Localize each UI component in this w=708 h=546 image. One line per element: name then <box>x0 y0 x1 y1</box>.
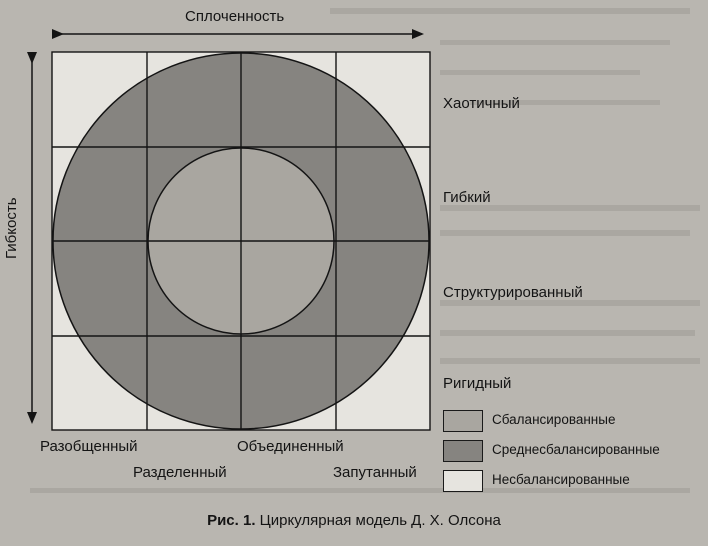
cohesion-axis-label: Сплоченность <box>185 8 285 25</box>
figure-caption <box>0 512 708 529</box>
legend-label-unbalanced: Несбалансированные <box>492 472 630 487</box>
legend-label-mid-range: Среднесбалансированные <box>492 442 660 457</box>
column-label-separated: Разделенный <box>133 464 227 481</box>
column-label-connected: Объединенный <box>237 438 344 455</box>
row-label-structured: Структурированный <box>443 284 583 301</box>
caption-prefix: Рис. 1. <box>207 512 256 529</box>
row-label-rigid: Ригидный <box>443 375 512 392</box>
column-label-enmeshed: Запутанный <box>333 464 417 481</box>
legend-swatch-mid-range <box>443 440 483 462</box>
row-label-chaotic: Хаотичный <box>443 95 520 112</box>
legend-label-balanced: Сбалансированные <box>492 412 616 427</box>
legend-swatch-unbalanced <box>443 470 483 492</box>
flexibility-axis-label: Гибкость <box>3 194 20 262</box>
column-label-disengaged: Разобщенный <box>40 438 138 455</box>
caption-text: Циркулярная модель Д. Х. Олсона <box>255 512 501 529</box>
legend-swatch-balanced <box>443 410 483 432</box>
row-label-flexible: Гибкий <box>443 189 491 206</box>
